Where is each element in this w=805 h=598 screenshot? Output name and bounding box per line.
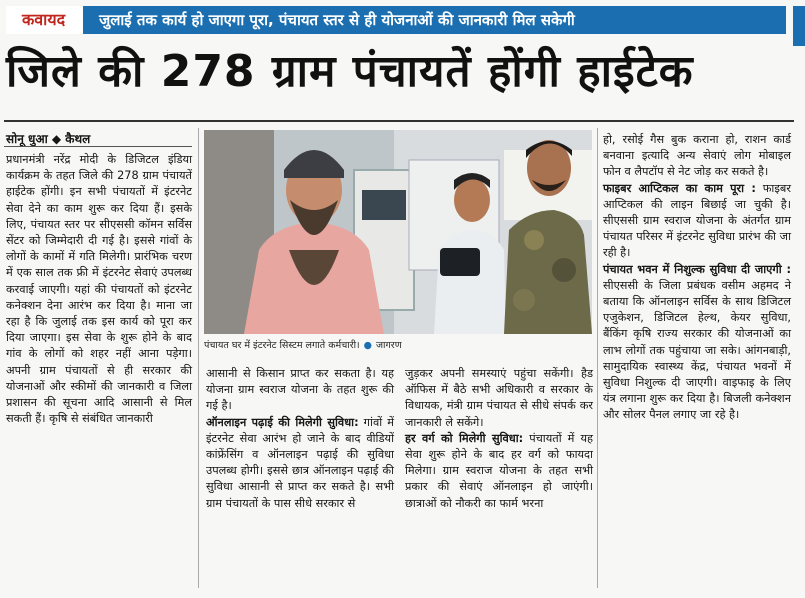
photo-illustration <box>204 130 592 334</box>
column-3-text: जुड़कर अपनी समस्याएं पहुंचा सकेंगी। हैड ऑफिस में बैठे सभी अधिकारी व सरकार के विधायक, मंत्री ग्राम पंचायत से सीधे संपर्क कर जानकारी ले सकेंगे। हर वर्ग को मिलेगी सुविधा: पंचायतों में यह सेवा शुरू होने के बाद हर वर्ग को फायदा मिलेगा। ग्राम स्वराज योजना के तहत सभी प्रकार की सेवाएं ऑनलाइन हो जाएंगी। छात्राओं को नौकरी का फार्म भरना <box>405 367 593 510</box>
subhead-fiber-optical: फाइबर आप्टिकल का काम पूरा : <box>603 181 756 195</box>
news-photo <box>204 130 592 334</box>
kicker-text: जुलाई तक कार्य हो जाएगा पूरा, पंचायत स्तर से ही योजनाओं की जानकारी मिल सकेगी <box>99 11 575 29</box>
column-divider <box>198 128 199 588</box>
article-column-4 <box>603 132 791 424</box>
byline: सोनू धुआ ◆ कैथल <box>6 132 91 146</box>
article-column-2 <box>206 366 394 512</box>
subhead-every-section: हर वर्ग को मिलेगी सुविधा: <box>405 431 524 445</box>
page-edge-marker <box>793 6 805 46</box>
subhead-online-study: ऑनलाइन पढ़ाई की मिलेगी सुविधा: <box>206 415 359 429</box>
column-divider <box>597 128 598 588</box>
headline-rule <box>4 120 794 122</box>
subhead-free-facility: पंचायत भवन में निशुल्क सुविधा दी जाएगी : <box>603 262 791 276</box>
byline-rule <box>4 146 192 147</box>
column-4-text: हो, रसोई गैस बुक कराना हो, राशन कार्ड बनवाना इत्यादि अन्य सेवाएं लोग मोबाइल फोन व लैपटॉप से नेट जोड़ कर सकते है। फाइबर आप्टिकल का काम पूरा : फाइबर आप्टिकल की लाइन बिछाई जा चुकी है। सीएससी ग्राम स्वराज योजना के अंतर्गत ग्राम पंचायत परिसर में इंटरनेट सुविधा प्रारंभ की जा रही है। पंचायत भवन में निशुल्क सुविधा दी जाएगी : सीएससी के जिला प्रबंधक वसीम अहमद ने बताया कि ऑनलाइन सर्विस के साथ डिजिटल एजुकेशन, डिजिटल हेल्थ, केयर सुविधा, बैंकिंग कृषि राज्य सरकार की योजनाओं का लाभ लोगों तक पहुंचाया जा सके। आंगनबाड़ी, सामुदायिक स्वास्थ्य केंद्र, पंचायत भवनों में सुविधा निशुल्क दी जाएगी। वाइफाइ के लिए यंत्र लगाना शुरू कर दिया है। बिजली कनेक्शन और सोलर पैनल लगाए जा रहे है। <box>603 133 791 422</box>
headline: जिले की 278 ग्राम पंचायतें होंगी हाईटेक <box>6 46 694 97</box>
photo-credit: जागरण <box>375 340 402 351</box>
caption-separator-icon: ● <box>363 340 372 351</box>
kicker-bar <box>6 6 786 34</box>
article-column-3 <box>405 366 593 512</box>
article-column-1 <box>6 152 192 427</box>
photo-caption <box>204 338 592 351</box>
column-1-text: प्रधानमंत्री नरेंद्र मोदी के डिजिटल इंडिया कार्यक्रम के तहत जिले की 278 ग्राम पंचायतें हाईटेक होंगी। इन सभी पंचायतों में इंटरनेट सेवा देने का काम शुरू कर दिया हैं। इसके लिए, पंचायत स्तर पर सीएससी कॉमन सर्विस सेंटर को जिम्मेदारी दी गई है। इससे गांवों के लोगों के कामों में गति मिलेगी। प्रारंभिक चरण में एक साल तक फ्री में इंटरनेट सेवाएं उपलब्ध करवाई जाएगी। यहां की पंचायतों को इंटरनेट कनेक्शन देना आरंभ कर दिया है। माना जा रहा है कि जुलाई तक इस कार्य को पूरा कर दिया जाएगा। इस सेवा के शुरू होने के बाद गांव के लोगों को शहर नहीं आना पड़ेगा। अपनी ग्राम पंचायतों से ही सरकार की योजनाओं और स्कीमों की जानकारी व जिला प्रशासन की सूचना आदि आसानी से मिल सकती हैं। कृषि से संबंधित जानकारी <box>6 153 192 426</box>
kicker-label: कवायद <box>6 6 87 34</box>
column-2-text: आसानी से किसान प्राप्त कर सकता है। यह योजना ग्राम स्वराज योजना के तहत शुरू की गई है। ऑनलाइन पढ़ाई की मिलेगी सुविधा: गांवों में इंटरनेट सेवा आरंभ हो जाने के बाद वीडियों कांफ्रेंसिंग व ऑनलाइन पढ़ाई की सुविधा उपलब्ध होगी। इससे छात्र ऑनलाइन पढ़ाई की सुविधा आसानी से प्राप्त कर सकते है। सभी ग्राम पंचायतों के पास सीधे सरकार से <box>206 367 394 510</box>
caption-text: पंचायत घर में इंटरनेट सिस्टम लगाते कर्मचारी। <box>204 340 360 351</box>
